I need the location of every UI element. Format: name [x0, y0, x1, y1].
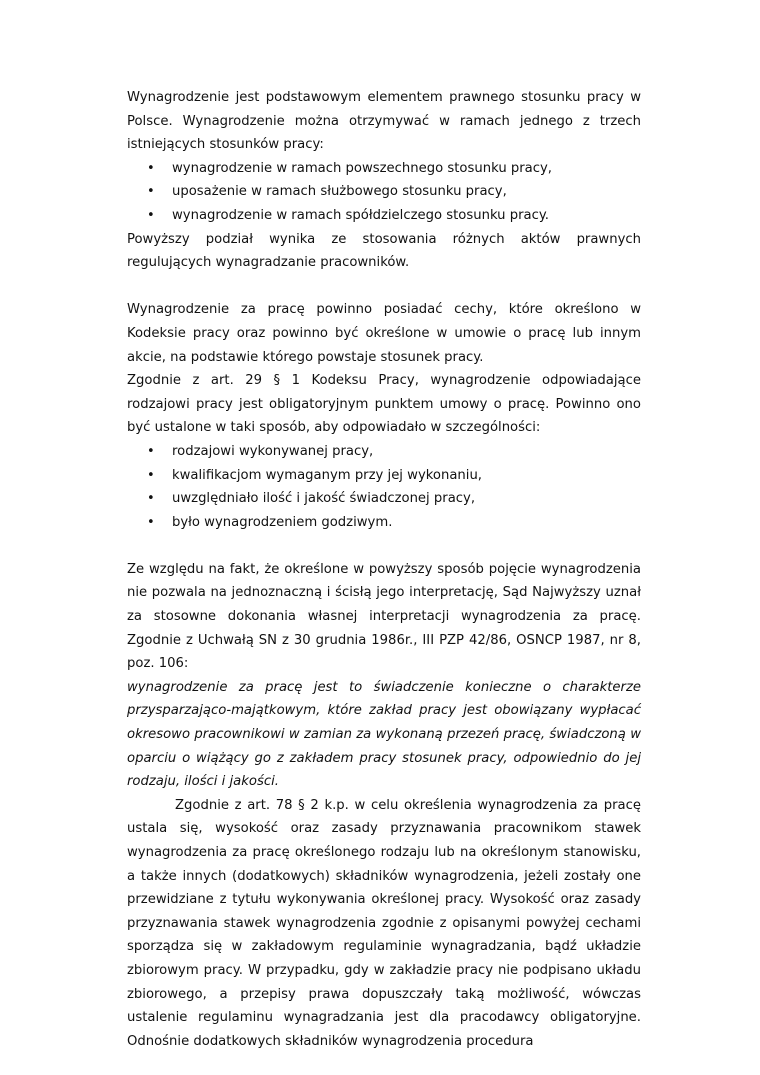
quote-definition: wynagrodzenie za pracę jest to świadczenie konieczne o charakterze przysparzająco-majątkowym, które zakład pracy jest obowiązany wypłacać okresowo pracownikowi w zamian za wykonaną przezeń pracę, świadczoną w oparciu o wiążący go z zakładem pracy stosunek pracy, odpowiednio do jej rodzaju, ilości i jakości. — [127, 679, 641, 790]
employment-types-list — [127, 157, 641, 228]
bullet-icon: • — [147, 207, 155, 223]
paragraph-supreme-court: Ze względu na fakt, że określone w powyższy sposób pojęcie wynagrodzenia nie pozwala na jednoznaczną i ścisłą jego interpretację, Sąd Najwyższy uznał za stosowne dokonania własnej interpretacji wynagrodzenia za pracę. Zgodnie z Uchwałą SN z 30 grudnia 1986r., III PZP 42/86, OSNCP 1987, nr 8, poz. 106: — [127, 561, 641, 672]
spacer — [127, 275, 641, 299]
list-item: • było wynagrodzeniem godziwym. — [127, 511, 641, 535]
bullet-icon: • — [147, 467, 155, 483]
list-item: • kwalifikacjom wymaganym przy jej wykonaniu, — [127, 464, 641, 488]
list-item: • uwzględniało ilość i jakość świadczonej pracy, — [127, 487, 641, 511]
bullet-icon: • — [147, 184, 155, 200]
bullet-icon: • — [147, 160, 155, 176]
document-body — [127, 86, 641, 1053]
bullet-icon: • — [147, 443, 155, 459]
list-item: • rodzajowi wykonywanej pracy, — [127, 440, 641, 464]
paragraph-features: Wynagrodzenie za pracę powinno posiadać cechy, które określono w Kodeksie pracy oraz powinno być określone w umowie o pracę lub innym akcie, na podstawie którego powstaje stosunek pracy. — [127, 302, 641, 365]
paragraph-art78: Zgodnie z art. 78 § 2 k.p. w celu określenia wynagrodzenia za pracę ustala się, wysokość oraz zasady przyznawania pracownikom stawek wynagrodzenia za pracę określonego rodzaju lub na określonym stanowisku, a także innych (dodatkowych) składników wynagrodzenia, jeżeli zostały one przewidziane z tytułu wykonywania określonej pracy. Wysokość oraz zasady przyznawania stawek wynagrodzenia zgodnie z opisanymi powyżej cechami sporządza się w zakładowym regulaminie wynagradzania, bądź układzie zbiorowym pracy. W przypadku, gdy w zakładzie pracy nie podpisano układu zbiorowego, a przepisy prawa dopuszczały taką możliwość, wówczas ustalenie regulaminu wynagradzania jest dla pracodawcy obligatoryjne. Odnośnie dodatkowych składników wynagrodzenia procedura — [127, 797, 641, 1049]
bullet-icon: • — [147, 491, 155, 507]
bullet-icon: • — [147, 514, 155, 530]
list-item: • wynagrodzenie w ramach spółdzielczego stosunku pracy. — [127, 204, 641, 228]
requirements-list — [127, 440, 641, 534]
list-item: • uposażenie w ramach służbowego stosunku pracy, — [127, 180, 641, 204]
paragraph-intro: Wynagrodzenie jest podstawowym elementem prawnego stosunku pracy w Polsce. Wynagrodzenie można otrzymywać w ramach jednego z trzech istniejących stosunków pracy: — [127, 90, 641, 153]
paragraph-division: Powyższy podział wynika ze stosowania różnych aktów prawnych regulujących wynagradzanie pracowników. — [127, 231, 641, 271]
paragraph-art29: Zgodnie z art. 29 § 1 Kodeksu Pracy, wynagrodzenie odpowiadające rodzajowi pracy jest obligatoryjnym punktem umowy o pracę. Powinno ono być ustalone w taki sposób, aby odpowiadało w szczególności: — [127, 373, 641, 436]
list-item: • wynagrodzenie w ramach powszechnego stosunku pracy, — [127, 157, 641, 181]
spacer — [127, 534, 641, 558]
